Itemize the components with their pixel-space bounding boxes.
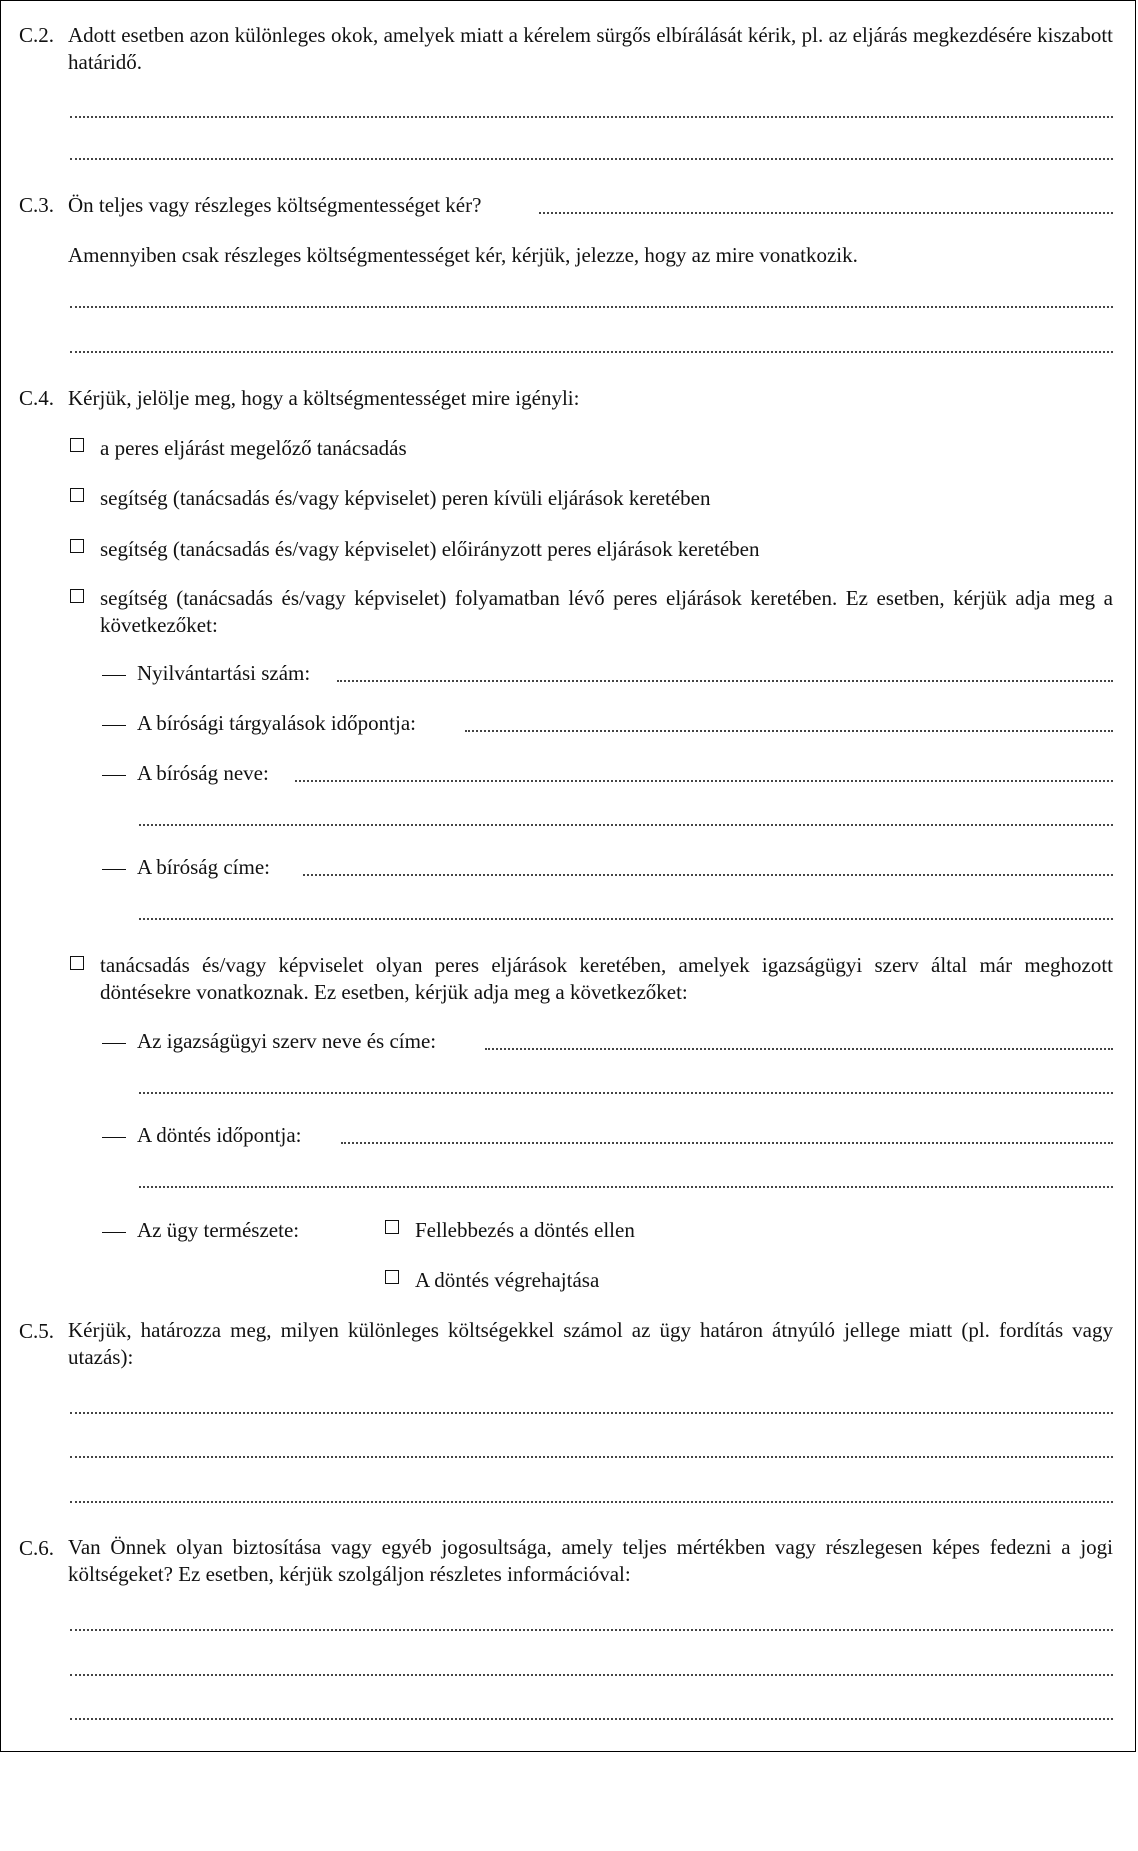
checkbox-opt1[interactable] [70,438,84,452]
section-number-c3: C.3. [19,193,55,217]
dash-bullet [102,1043,126,1044]
c3-answer-line-3[interactable] [70,351,1113,353]
checkbox-vegrehajtas[interactable] [385,1270,399,1284]
c4-option-1-label: a peres eljárást megelőző tanácsadás [100,436,407,460]
c4-option-3-label: segítség (tanácsadás és/vagy képviselet) előirányzott peres eljárások keretében [100,537,760,561]
field-label-targyalasok-idopontja: A bírósági tárgyalások időpontja: [137,711,416,735]
checkbox-opt4[interactable] [70,589,84,603]
field-label-dontes-idopontja: A döntés időpontja: [137,1123,302,1147]
field-line-igazsagugyi-szerv[interactable] [485,1048,1113,1050]
field-line-igazsagugyi-szerv-2[interactable] [139,1092,1113,1094]
c3-subquestion: Amennyiben csak részleges költségmentességet kér, kérjük, jelezze, hogy az mire vonatkozik. [68,243,858,267]
c6-answer-line-3[interactable] [70,1718,1113,1720]
c5-question: Kérjük, határozza meg, milyen különleges költségekkel számol az ügy határon átnyúló jellege miatt (pl. fordítás vagy utazás): [68,1318,1113,1369]
section-number-c5: C.5. [19,1319,55,1343]
c6-answer-line-1[interactable] [70,1629,1113,1631]
field-line-birosag-cime-2[interactable] [139,918,1113,920]
checkbox-opt5[interactable] [70,956,84,970]
c3-answer-line[interactable] [539,212,1113,214]
dash-bullet [102,775,126,776]
section-number-c4: C.4. [19,386,55,410]
checkbox-opt3[interactable] [70,539,84,553]
checkbox-opt2[interactable] [70,488,84,502]
c5-answer-line-1[interactable] [70,1412,1113,1414]
c3-question: Ön teljes vagy részleges költségmentességet kér? [68,193,482,217]
c2-answer-line-1[interactable] [70,116,1113,118]
checkbox-fellebbezes[interactable] [385,1220,399,1234]
field-line-birosag-neve[interactable] [295,780,1113,782]
c4-intro: Kérjük, jelölje meg, hogy a költségmentességet mire igényli: [68,386,580,410]
section-number-c6: C.6. [19,1536,55,1560]
dash-bullet [102,869,126,870]
c6-answer-line-2[interactable] [70,1674,1113,1676]
c5-answer-line-3[interactable] [70,1501,1113,1503]
field-line-birosag-cime[interactable] [303,874,1113,876]
field-line-targyalasok-idopontja[interactable] [465,730,1113,732]
c3-answer-line-2[interactable] [70,306,1113,308]
field-line-dontes-idopontja[interactable] [341,1142,1113,1144]
field-line-dontes-idopontja-2[interactable] [139,1186,1113,1188]
field-label-igazsagugyi-szerv: Az igazságügyi szerv neve és címe: [137,1029,437,1053]
field-label-birosag-cime: A bíróság címe: [137,855,270,879]
c5-answer-line-2[interactable] [70,1456,1113,1458]
dash-bullet [102,1137,126,1138]
c2-answer-line-2[interactable] [70,158,1113,160]
field-line-nyilvantartasi-szam[interactable] [337,680,1113,682]
c6-question: Van Önnek olyan biztosítása vagy egyéb jogosultsága, amely teljes mértékben vagy részlegesen képes fedezni a jogi költségeket? Ez esetben, kérjük szolgáljon részletes információval: [68,1535,1113,1586]
dash-bullet [102,1232,126,1233]
field-label-ugy-termeszete: Az ügy természete: [137,1218,300,1242]
field-line-birosag-neve-2[interactable] [139,824,1113,826]
c4-option-4-label: segítség (tanácsadás és/vagy képviselet) folyamatban lévő peres eljárások keretében. Ez esetben, kérjük adja meg a következőket: [100,586,1113,637]
c4-option-5-label: tanácsadás és/vagy képviselet olyan peres eljárások keretében, amelyek igazságügyi szerv által már meghozott döntésekre vonatkoznak. Ez esetben, kérjük adja meg a következőket: [100,953,1113,1004]
section-number-c2: C.2. [19,23,55,47]
dash-bullet [102,675,126,676]
field-label-nyilvantartasi-szam: Nyilvántartási szám: [137,661,311,685]
dash-bullet [102,725,126,726]
option-fellebbezes-label: Fellebbezés a döntés ellen [415,1218,635,1242]
c2-question: Adott esetben azon különleges okok, amelyek miatt a kérelem sürgős elbírálását kérik, pl. az eljárás megkezdésére kiszabott határidő. [68,23,1113,74]
field-label-birosag-neve: A bíróság neve: [137,761,269,785]
option-vegrehajtas-label: A döntés végrehajtása [415,1268,600,1292]
c4-option-2-label: segítség (tanácsadás és/vagy képviselet) peren kívüli eljárások keretében [100,486,711,510]
